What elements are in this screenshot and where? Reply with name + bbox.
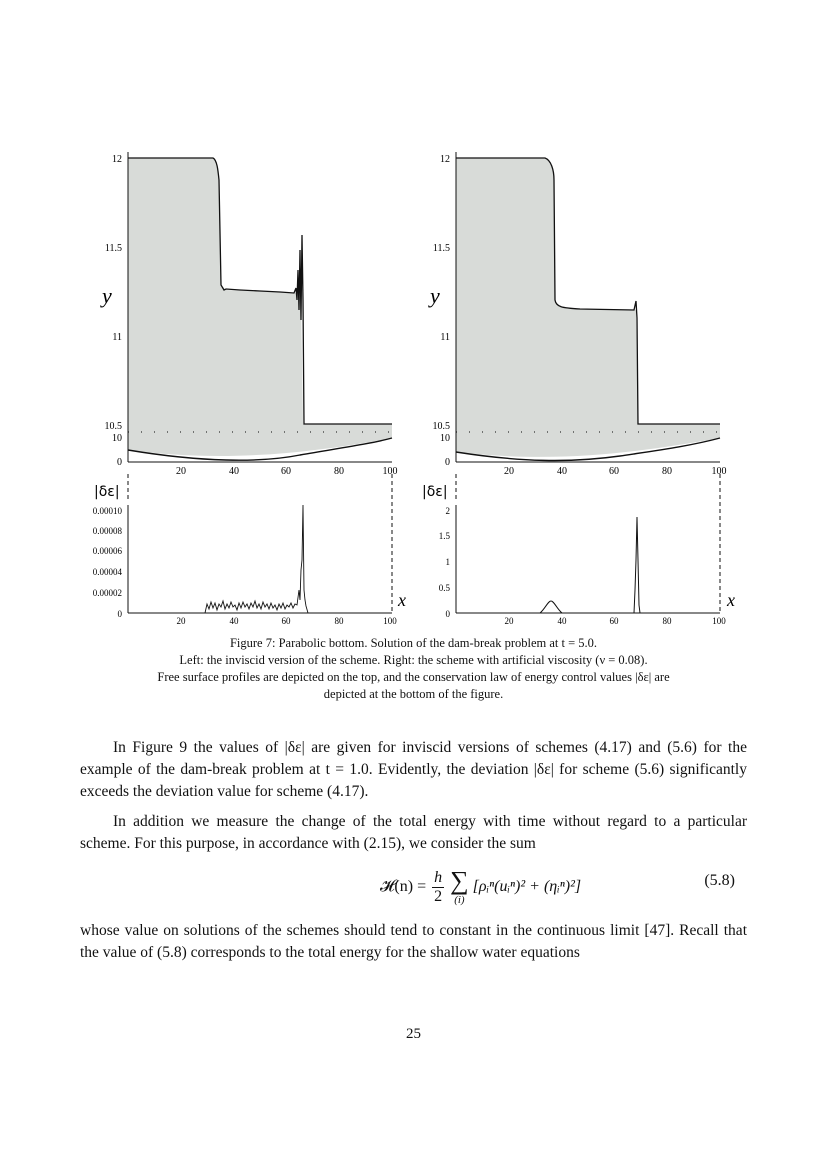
paragraph-3 xyxy=(80,920,747,964)
left-xtick: 40 xyxy=(229,466,239,477)
equation-fraction xyxy=(432,869,444,906)
right-err-xtick: 100 xyxy=(712,616,726,626)
right-bot-ytick: 10 xyxy=(440,433,450,444)
left-x-axis-label: x xyxy=(398,590,406,610)
left-err-ytick: 0.00004 xyxy=(92,567,122,577)
right-panel xyxy=(422,152,735,626)
left-err-xtick: 60 xyxy=(281,616,291,626)
left-xtick: 60 xyxy=(281,466,291,477)
left-y-axis-label: y xyxy=(102,283,112,308)
left-panel xyxy=(93,152,406,626)
right-water-fill xyxy=(456,158,720,457)
caption-line-1: Figure 7: Parabolic bottom. Solution of the dam-break problem at t = 5.0. xyxy=(229,636,598,650)
right-y-axis-label: y xyxy=(430,283,440,308)
left-err-xtick: 20 xyxy=(176,616,186,626)
paragraph-2-text: In addition we measure the change of the total energy with time without regard to a particular scheme. For this purpose, in accordance with (2.15), we consider the sum xyxy=(80,813,747,852)
left-water-fill xyxy=(128,158,392,456)
left-top-ytick: 10.5 xyxy=(104,421,122,432)
right-err-label: |δε| xyxy=(422,484,448,500)
left-bot-ytick: 10 xyxy=(112,433,122,444)
left-top-ytick: 11 xyxy=(112,332,122,343)
equation-fraction-numerator: h xyxy=(434,868,443,886)
right-xtick: 80 xyxy=(662,466,672,477)
left-top-ytick: 11.5 xyxy=(104,243,122,254)
right-xtick: 100 xyxy=(711,466,727,477)
right-top-ytick: 12 xyxy=(440,154,450,165)
sum-sign: ∑ xyxy=(450,866,469,895)
equation-lhs: 𝓗(n) = xyxy=(380,878,427,895)
paragraph-1-text: In Figure 9 the values of |δε| are given for inviscid versions of schemes (4.17) and (5.6) for the example of the dam-break problem at t = 1.0. Evidently, the deviation |δε| for scheme (5.6) significantly exceeds the deviation value for scheme (4.17). xyxy=(80,739,747,800)
right-xtick: 40 xyxy=(557,466,567,477)
left-bot-ytick: 0 xyxy=(117,457,122,468)
right-err-ytick: 0 xyxy=(445,609,450,619)
left-err-ytick: 0.00010 xyxy=(92,506,122,516)
right-top-ytick: 11 xyxy=(440,332,450,343)
caption-line-4: depicted at the bottom of the figure. xyxy=(323,687,504,701)
left-err-xtick: 40 xyxy=(229,616,239,626)
right-err-curve xyxy=(456,517,720,613)
left-xtick: 20 xyxy=(176,466,186,477)
right-err-ytick: 1 xyxy=(445,557,450,567)
equation-5-8 xyxy=(80,858,747,908)
left-xtick: 100 xyxy=(382,466,398,477)
equation-body xyxy=(380,868,581,906)
paragraph-2 xyxy=(80,811,747,855)
equation-fraction-denominator: 2 xyxy=(434,887,443,905)
right-err-xtick: 60 xyxy=(609,616,619,626)
left-top-ytick: 12 xyxy=(112,154,122,165)
left-err-curve xyxy=(205,505,308,613)
right-err-ytick: 1.5 xyxy=(438,531,450,541)
equation-sum xyxy=(450,868,469,906)
left-err-xtick: 100 xyxy=(383,616,397,626)
right-err-xtick: 20 xyxy=(504,616,514,626)
figure-caption xyxy=(80,635,747,703)
left-err-ytick: 0 xyxy=(117,609,122,619)
left-err-xtick: 80 xyxy=(334,616,344,626)
right-err-ytick: 0.5 xyxy=(438,583,450,593)
equation-rhs: [ρᵢⁿ(uᵢⁿ)² + (ηᵢⁿ)²] xyxy=(472,878,582,895)
sum-subscript: (i) xyxy=(454,894,465,906)
right-bot-ytick: 0 xyxy=(445,457,450,468)
caption-line-2: Left: the inviscid version of the scheme. Right: the scheme with artificial viscosity (ν = 0.08). xyxy=(179,653,648,667)
right-top-ytick: 10.5 xyxy=(432,421,450,432)
right-x-axis-label: x xyxy=(727,590,735,610)
left-xtick: 80 xyxy=(334,466,344,477)
right-xtick: 60 xyxy=(609,466,619,477)
paragraph-3-text: whose value on solutions of the schemes should tend to constant in the continuous limit [47]. Recall that the value of (5.8) corresponds to the total energy for the shallow water equations xyxy=(80,922,747,961)
caption-line-3: Free surface profiles are depicted on the top, and the conservation law of energy control values |δε| are xyxy=(157,670,670,684)
right-xtick: 20 xyxy=(504,466,514,477)
left-err-ytick: 0.00008 xyxy=(92,526,122,536)
equation-number: (5.8) xyxy=(704,872,735,889)
right-err-ytick: 2 xyxy=(445,506,450,516)
left-err-label: |δε| xyxy=(94,484,120,500)
right-err-xtick: 80 xyxy=(662,616,672,626)
left-err-ytick: 0.00002 xyxy=(92,588,122,598)
paragraph-1 xyxy=(80,737,747,803)
page-number: 25 xyxy=(406,1026,421,1042)
right-err-xtick: 40 xyxy=(557,616,567,626)
left-err-ytick: 0.00006 xyxy=(92,546,122,556)
right-top-ytick: 11.5 xyxy=(432,243,450,254)
